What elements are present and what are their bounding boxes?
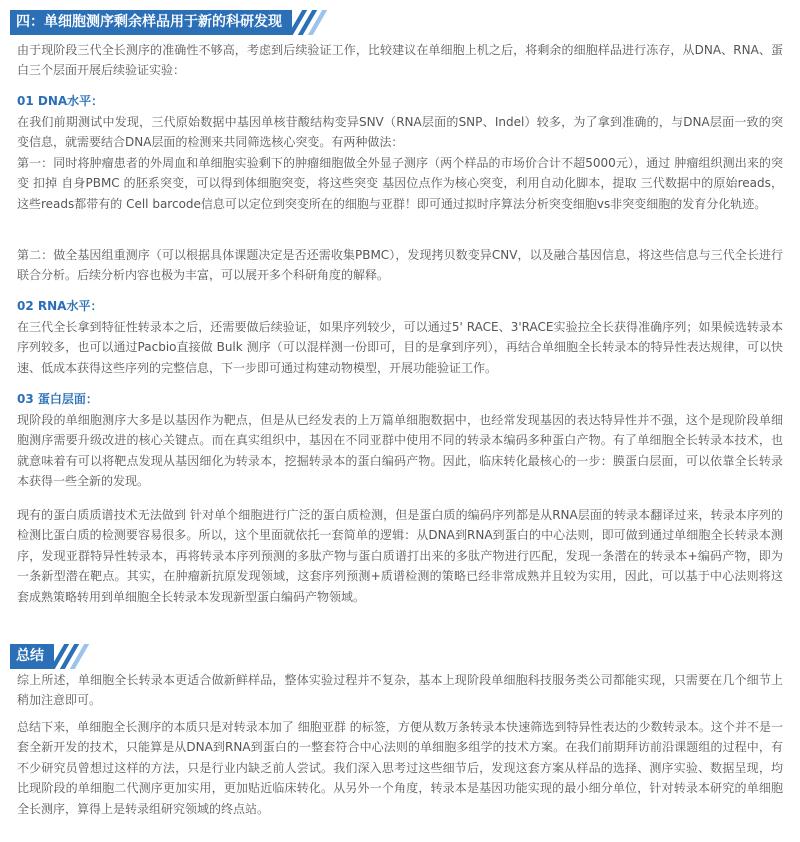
- banner-stripes-decoration: [295, 10, 325, 35]
- dna-paragraph-3: 第二：做全基因组重测序（可以根据具体课题决定是否还需收集PBMC），发现拷贝数变异CNV，以及融合基因信息，将这些信息与三代全长进行联合分析。后续分析内容也极为丰富，可以展开多个科研角度的解释。: [17, 248, 783, 283]
- section4-intro: 由于现阶段三代全长测序的准确性不够高，考虑到后续验证工作，比较建议在单细胞上机之后，将剩余的细胞样品进行冻存，从DNA、RNA、蛋白三个层面开展后续验证实验：: [17, 43, 783, 78]
- summary-banner: [10, 644, 87, 669]
- summary-title: 总结: [10, 644, 54, 669]
- summary-paragraph-2: 总结下来，单细胞全长测序的本质只是对转录本加了 细胞亚群 的标签，方便从数万条转录本快速筛选到特异性表达的少数转录本。这个并不是一套全新开发的技术，只能算是从DNA到RNA到蛋白的一整套符合中心法则的单细胞多组学的技术方案。在我们前期拜访前沿课题组的过程中，有不少研究员曾想过这样的方法，只是行业内缺乏前人尝试。我们深入思考过这些细节后，发现这套方案从样品的选择、测序实验、数据呈现，均比现阶段的单细胞二代测序更加实用，更加贴近临床转化。从另外一个角度，转录本是基因功能实现的最小细分单位，针对转录本研究的单细胞全长测序，算得上是转录组研究领域的终点站。: [17, 720, 783, 816]
- protein-heading: 03 蛋白层面：: [17, 392, 98, 406]
- rna-paragraph-1: 在三代全长拿到特征性转录本之后，还需要做后续验证，如果序列较少，可以通过5' RACE、3'RACE实验拉全长获得准确序列；如果候选转录本序列较多，也可以通过Pacbio直接做 Bulk 测序（可以混样测一份即可，目的是拿到序列），再结合单细胞全长转录本的特异性表达规律，可以快速、低成本获得这些序列的完整信息，下一步即可通过构建动物模型，开展功能验证工作。: [17, 320, 783, 375]
- dna-heading: 01 DNA水平：: [17, 94, 104, 108]
- dna-paragraph-2: 第一：同时将肿瘤患者的外周血和单细胞实验剩下的肿瘤细胞做全外显子测序（两个样品的市场价合计不超5000元），通过 肿瘤组织测出来的突变 扣掉 自身PBMC 的胚系突变，可以得到体细胞突变，将这些突变 基因位点作为核心突变，利用自动化脚本，提取 三代数据中的原始reads，这些reads都带有的 Cell barcode信息可以定位到突变所在的细胞与亚群！即可通过拟时序算法分析突变细胞vs非突变细胞的发育分化轨迹。: [17, 156, 783, 211]
- section4-title: 四：单细胞测序剩余样品用于新的科研发现: [10, 10, 292, 35]
- protein-paragraph-1: 现阶段的单细胞测序大多是以基因作为靶点，但是从已经发表的上万篇单细胞数据中，也经常发现基因的表达特异性并不强，这个是现阶段单细胞测序需要升级改进的核心关键点。而在真实组织中，基因在不同亚群中使用不同的转录本编码多种蛋白产物。有了单细胞全长转录本技术，也就意味着有可以将靶点发现从基因细化为转录本，挖掘转录本的蛋白编码产物。因此，临床转化最核心的一步：膜蛋白层面，可以依靠全长转录本获得一些全新的发现。: [17, 413, 783, 489]
- rna-heading: 02 RNA水平：: [17, 299, 103, 313]
- protein-paragraph-2: 现有的蛋白质质谱技术无法做到 针对单个细胞进行广泛的蛋白质检测，但是蛋白质的编码序列都是从RNA层面的转录本翻译过来，转录本序列的检测比蛋白质的检测要容易很多。所以，这个里面就依托一套简单的逻辑：从DNA到RNA到蛋白的中心法则，即可做到通过单细胞全长转录本测序，发现亚群特异性转录本，再将转录本序列预测的多肽产物与蛋白质谱打出来的多肽产物进行匹配，发现一条潜在的转录本+编码产物，即为一条新型潜在靶点。其实，在肿瘤新抗原发现领域，这套序列预测+质谱检测的策略已经非常成熟并且较为实用，因此，可以基于中心法则将这套成熟策略转用到单细胞全长转录本发现新型蛋白编码产物领域。: [17, 508, 783, 604]
- banner-stripes-decoration: [57, 644, 87, 669]
- summary-paragraph-1: 综上所述，单细胞全长转录本更适合做新鲜样品，整体实验过程并不复杂，基本上现阶段单细胞科技服务类公司都能实现，只需要在几个细节上稍加注意即可。: [17, 673, 783, 708]
- section4-banner: [10, 10, 325, 35]
- dna-paragraph-1: 在我们前期测试中发现，三代原始数据中基因单核苷酸结构变异SNV（RNA层面的SNP、Indel）较多，为了拿到准确的，与DNA层面一致的突变信息，就需要结合DNA层面的检测来共同筛选核心突变。有两种做法：: [17, 115, 783, 150]
